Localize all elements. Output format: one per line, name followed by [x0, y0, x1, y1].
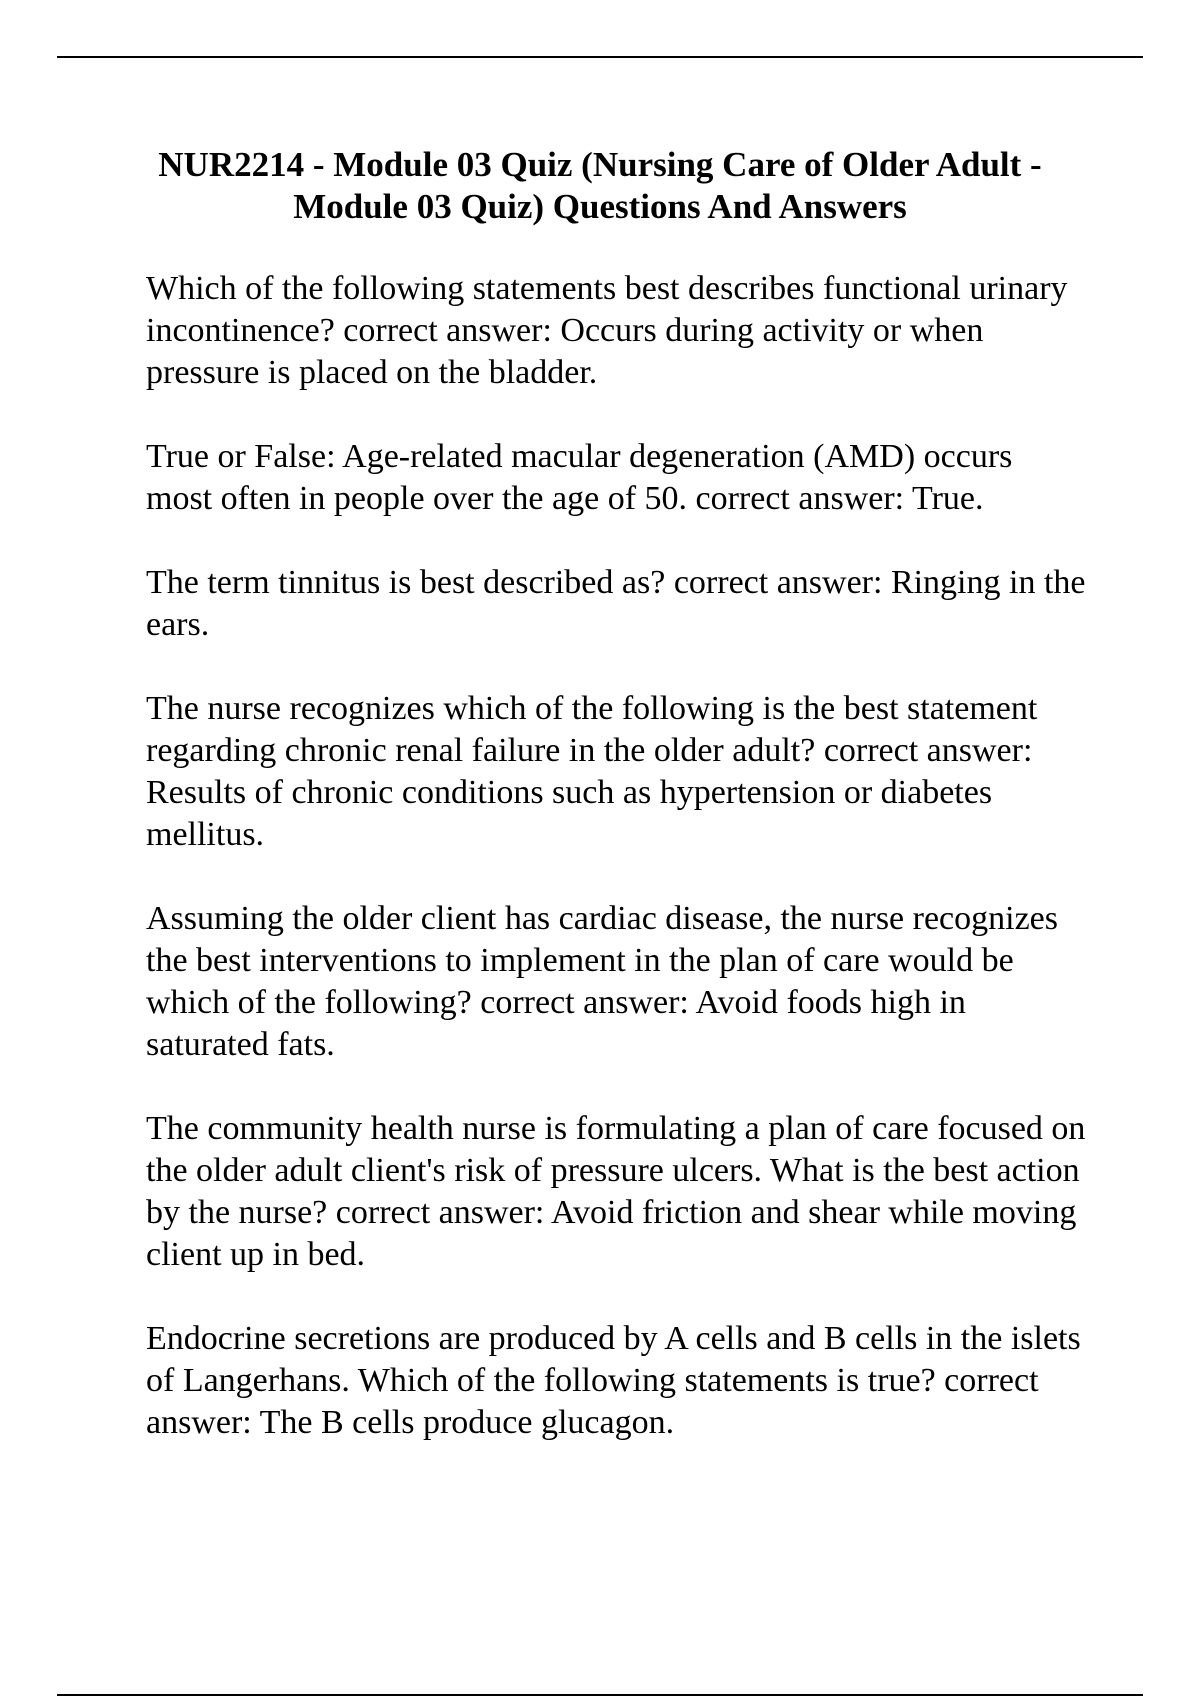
qa-item	[146, 1108, 1094, 1276]
answer-text: Occurs during activity or when pressure is placed on the bladder.	[146, 312, 992, 391]
question-text: True or False: Age-related macular degeneration (AMD) occurs most often in people over the age of 50.	[146, 438, 1021, 517]
qa-list	[146, 268, 1094, 1486]
question-text: Which of the following statements best describes functional urinary incontinence?	[146, 270, 1077, 349]
qa-item	[146, 688, 1086, 856]
answer-text: Results of chronic conditions such as hypertension or diabetes mellitus.	[146, 774, 1001, 853]
document-title: NUR2214 - Module 03 Quiz (Nursing Care of Older Adult - Module 03 Quiz) Questions And Answers	[158, 145, 1042, 226]
answer-label: correct answer:	[146, 1362, 1048, 1441]
qa-item	[146, 268, 1086, 394]
answer-label: correct answer:	[480, 984, 689, 1021]
answer-label: correct answer:	[823, 732, 1033, 769]
qa-item	[146, 1318, 1090, 1444]
question-text: The community health nurse is formulating a plan of care focused on the older adult client's risk of pressure ulcers. What is the best action by the nurse?	[146, 1110, 1094, 1231]
question-text: The term tinnitus is best described as?	[146, 564, 666, 601]
question-text: Assuming the older client has cardiac disease, the nurse recognizes the best interventions to implement in the plan of care would be which of the following?	[146, 900, 1067, 1021]
answer-text: True.	[912, 480, 984, 517]
top-divider	[57, 56, 1143, 58]
answer-text: The B cells produce glucagon.	[259, 1404, 675, 1441]
answer-label: correct answer:	[335, 1194, 545, 1231]
answer-label: correct answer:	[343, 312, 552, 349]
answer-text: Avoid friction and shear while moving client up in bed.	[146, 1194, 1085, 1273]
answer-text: Avoid foods high in saturated fats.	[146, 984, 975, 1063]
question-text: The nurse recognizes which of the following is the best statement regarding chronic renal failure in the older adult?	[146, 690, 1046, 769]
question-text: Endocrine secretions are produced by A cells and B cells in the islets of Langerhans. Which of the following statements is true?	[146, 1320, 1090, 1399]
answer-text: Ringing in the ears.	[146, 564, 1094, 643]
qa-item	[146, 436, 1086, 520]
bottom-divider	[57, 1694, 1143, 1696]
qa-item	[146, 562, 1094, 646]
qa-item	[146, 898, 1086, 1066]
answer-label: correct answer:	[673, 564, 883, 601]
answer-label: correct answer:	[695, 480, 905, 517]
